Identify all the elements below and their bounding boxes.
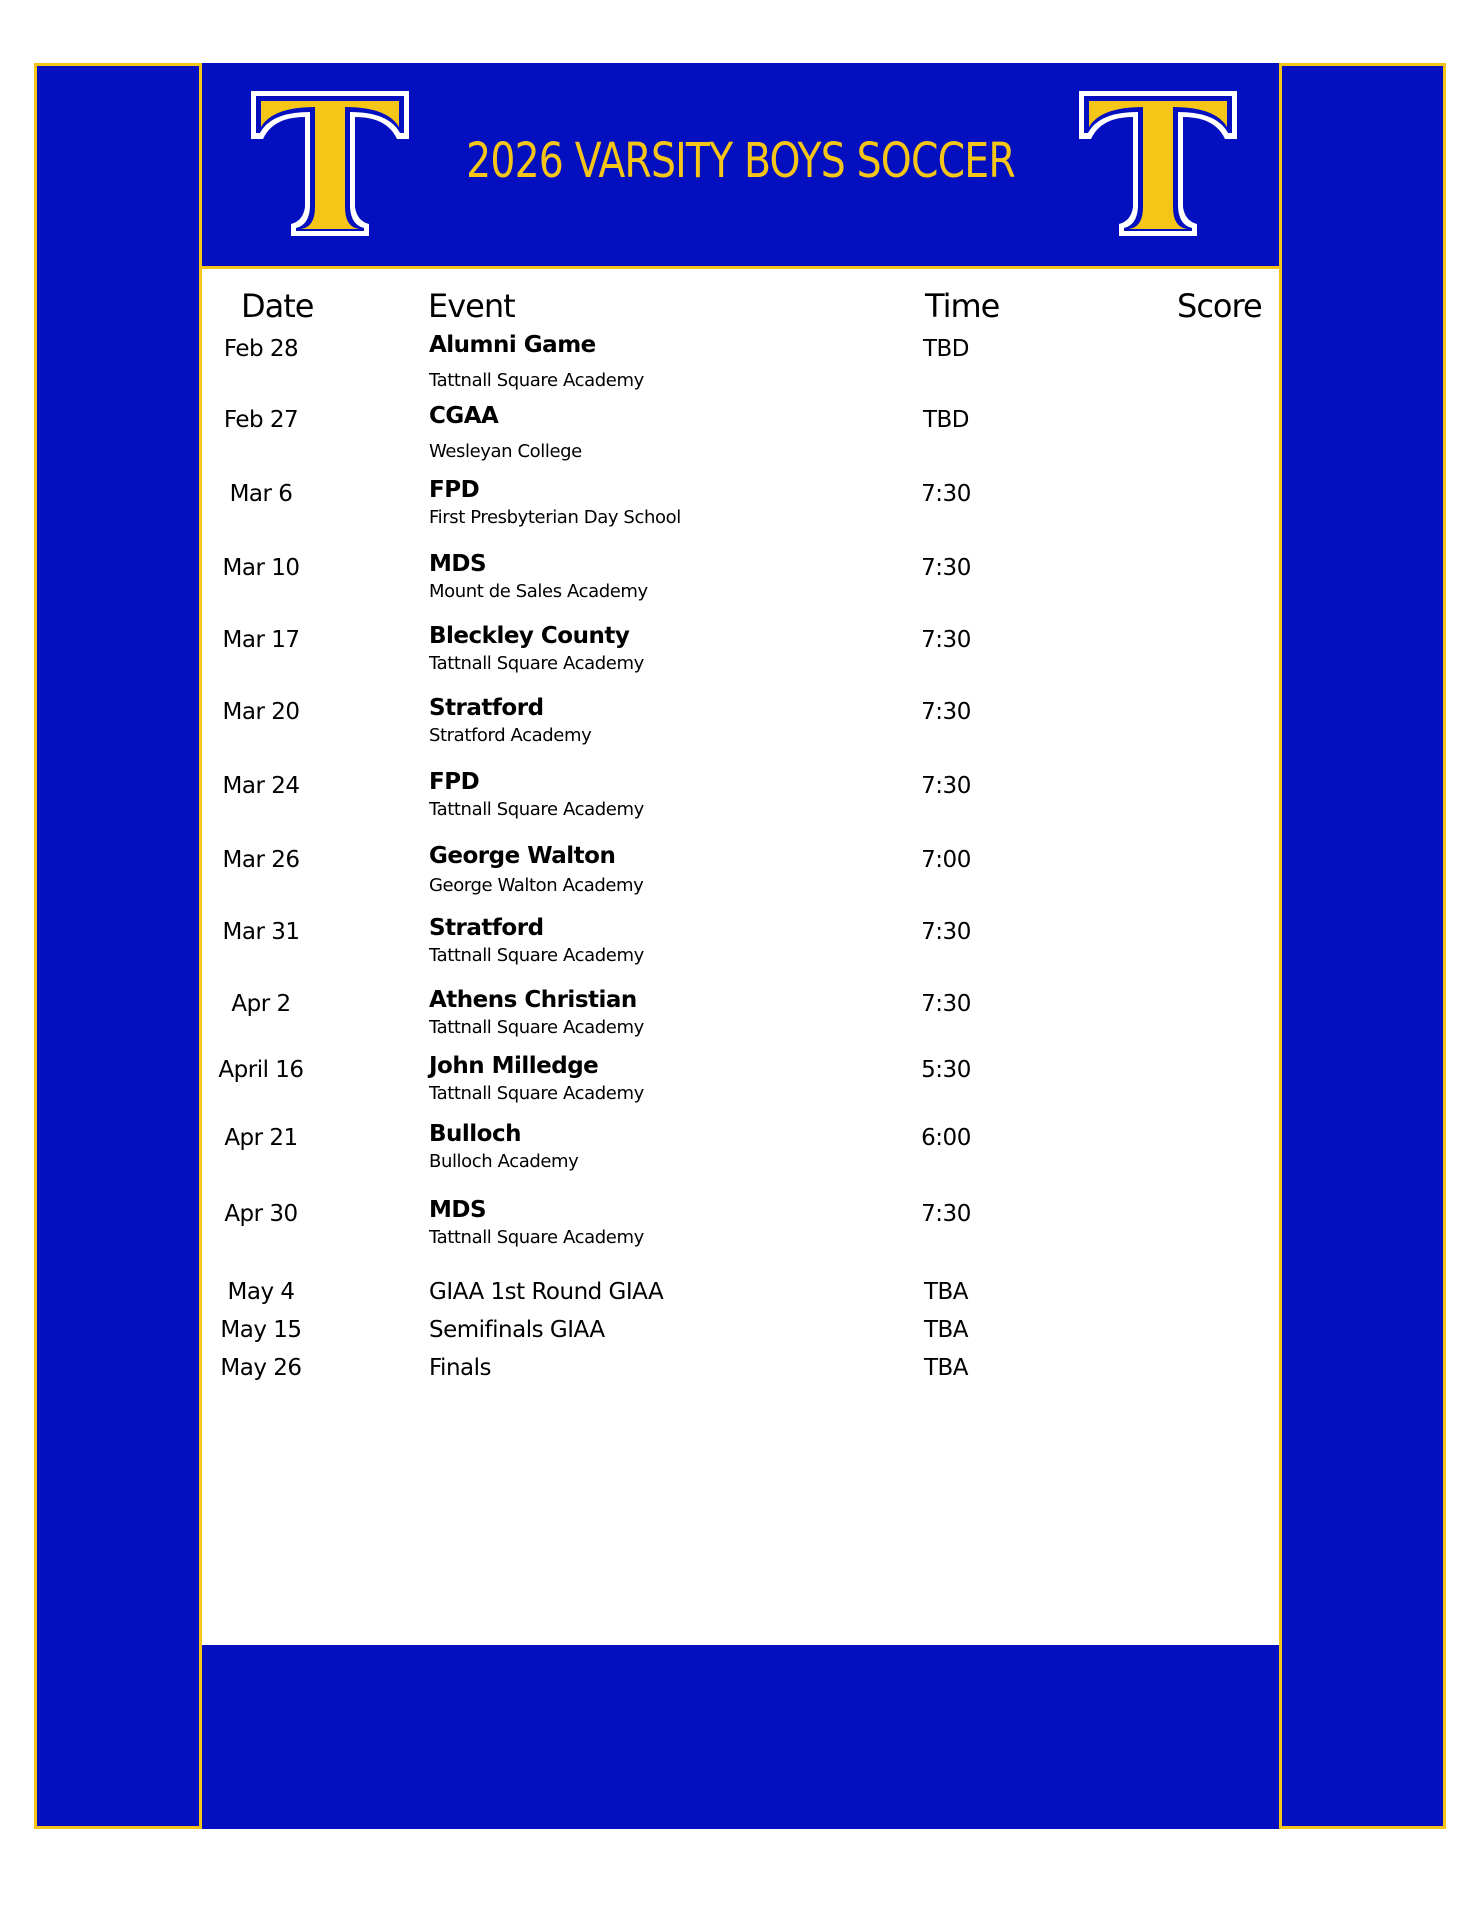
- t-logo-icon: [1075, 87, 1241, 240]
- game-opponent: Stratford: [429, 915, 544, 941]
- game-location: Stratford Academy: [429, 725, 592, 746]
- game-location: Mount de Sales Academy: [429, 581, 648, 602]
- game-date: Mar 17: [222, 627, 300, 653]
- game-date: Mar 20: [222, 699, 300, 725]
- game-time: 7:30: [921, 919, 971, 945]
- column-header-score: Score: [1177, 287, 1262, 325]
- game-time: 7:30: [921, 627, 971, 653]
- game-date: Apr 21: [224, 1125, 298, 1151]
- game-time: 7:00: [921, 847, 971, 873]
- postseason-event: Semifinals GIAA: [429, 1317, 605, 1343]
- postseason-time: TBA: [923, 1355, 969, 1381]
- game-date: Apr 2: [231, 991, 291, 1017]
- game-date: Feb 27: [223, 407, 299, 433]
- game-date: Mar 26: [222, 847, 300, 873]
- game-opponent: Stratford: [429, 695, 544, 721]
- game-time: 7:30: [921, 1201, 971, 1227]
- game-opponent: Bulloch: [429, 1121, 521, 1147]
- schedule-panel: [199, 63, 1282, 1829]
- postseason-date: May 15: [220, 1317, 302, 1343]
- postseason-date: May 4: [227, 1279, 295, 1305]
- postseason-event: Finals: [429, 1355, 491, 1381]
- postseason-time: TBA: [923, 1317, 969, 1343]
- game-opponent: Athens Christian: [429, 987, 637, 1013]
- game-time: TBD: [922, 407, 970, 433]
- game-time: 7:30: [921, 481, 971, 507]
- game-location: Bulloch Academy: [429, 1151, 579, 1172]
- game-location: Tattnall Square Academy: [429, 370, 644, 391]
- game-date: Mar 24: [222, 773, 300, 799]
- game-location: George Walton Academy: [429, 875, 644, 896]
- game-time: 7:30: [921, 699, 971, 725]
- postseason-time: TBA: [923, 1279, 969, 1305]
- page-title: 2026 VARSITY BOYS SOCCER: [466, 133, 1015, 189]
- column-header-time: Time: [925, 287, 1000, 325]
- postseason-event: GIAA 1st Round GIAA: [429, 1279, 664, 1305]
- game-opponent: George Walton: [429, 843, 616, 869]
- game-time: 7:30: [921, 555, 971, 581]
- game-time: 6:00: [921, 1125, 971, 1151]
- game-opponent: FPD: [429, 769, 480, 795]
- game-location: Tattnall Square Academy: [429, 653, 644, 674]
- game-location: Tattnall Square Academy: [429, 1083, 644, 1104]
- game-location: Tattnall Square Academy: [429, 945, 644, 966]
- column-header-event: Event: [428, 287, 515, 325]
- postseason-date: May 26: [220, 1355, 302, 1381]
- game-location: Tattnall Square Academy: [429, 1227, 644, 1248]
- header-banner: [202, 63, 1279, 269]
- game-opponent: CGAA: [429, 403, 499, 429]
- game-opponent: FPD: [429, 477, 480, 503]
- game-date: Feb 28: [223, 336, 299, 362]
- game-opponent: MDS: [429, 551, 487, 577]
- game-time: TBD: [922, 336, 970, 362]
- game-opponent: Bleckley County: [429, 623, 630, 649]
- footer-band: [202, 1645, 1279, 1829]
- game-date: Mar 6: [229, 481, 293, 507]
- game-opponent: Alumni Game: [429, 332, 596, 358]
- game-location: Wesleyan College: [429, 441, 582, 462]
- game-opponent: MDS: [429, 1197, 487, 1223]
- game-location: First Presbyterian Day School: [429, 507, 681, 528]
- game-time: 5:30: [921, 1057, 971, 1083]
- game-location: Tattnall Square Academy: [429, 799, 644, 820]
- schedule-table: [202, 269, 1279, 1645]
- game-date: Apr 30: [224, 1201, 298, 1227]
- game-date: April 16: [218, 1057, 304, 1083]
- game-opponent: John Milledge: [429, 1053, 599, 1079]
- game-date: Mar 31: [222, 919, 300, 945]
- game-time: 7:30: [921, 773, 971, 799]
- game-time: 7:30: [921, 991, 971, 1017]
- game-date: Mar 10: [222, 555, 300, 581]
- game-location: Tattnall Square Academy: [429, 1017, 644, 1038]
- column-header-date: Date: [241, 287, 314, 325]
